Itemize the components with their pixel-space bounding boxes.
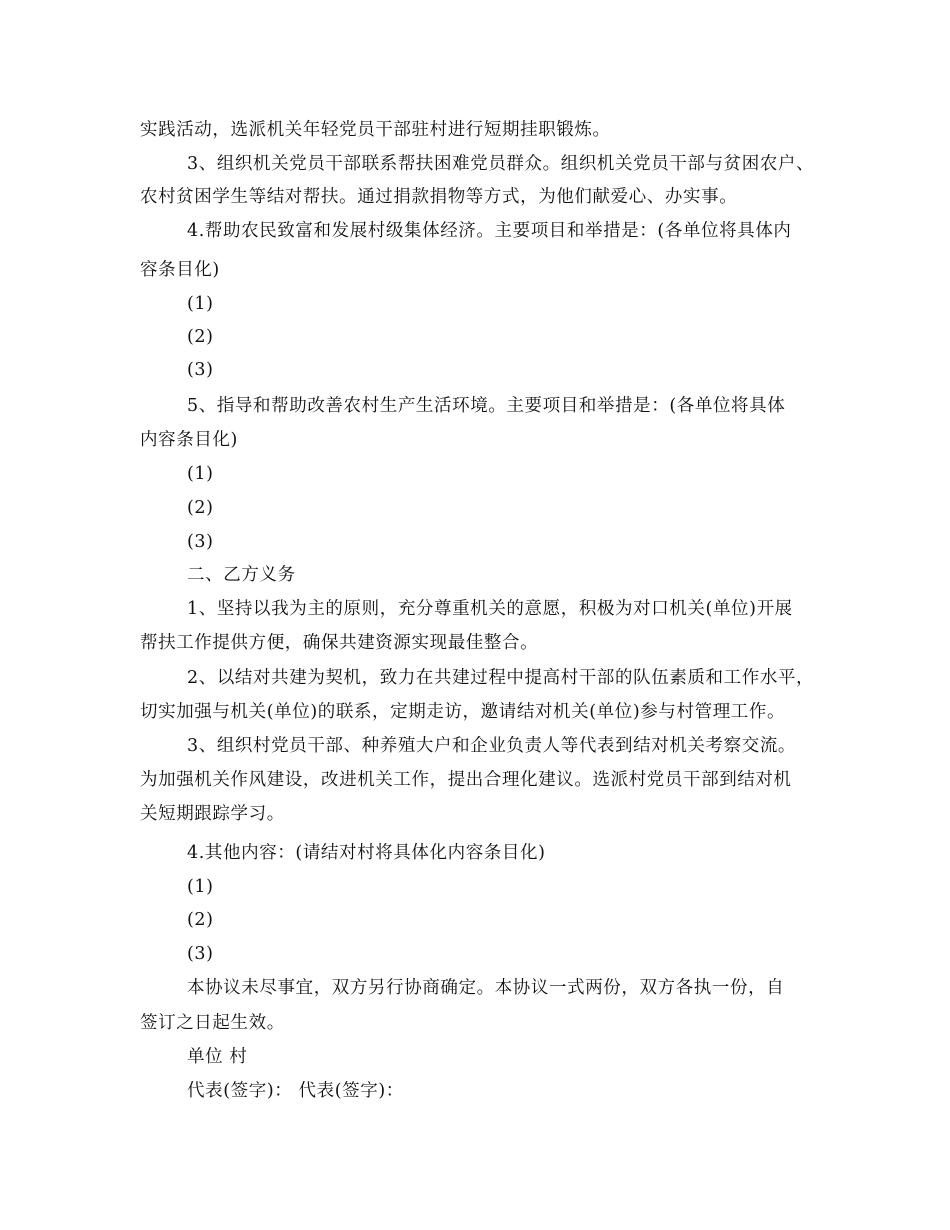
body-text-line: 帮扶工作提供方便，确保共建资源实现最佳整合。: [140, 633, 539, 653]
body-text-line: 签订之日起生效。: [140, 1013, 285, 1033]
list-item-marker: (3): [187, 532, 214, 552]
list-item-marker: (2): [187, 498, 214, 518]
body-text-line: 1、坚持以我为主的原则，充分尊重机关的意愿，积极为对口机关(单位)开展: [187, 599, 793, 619]
list-item-marker: (3): [187, 360, 214, 380]
signature-line: 代表(签字)： 代表(签字)：: [187, 1081, 404, 1101]
body-text-line: 3、组织村党员干部、种养殖大户和企业负责人等代表到结对机关考察交流。: [187, 736, 797, 756]
body-text-line: 实践活动，选派机关年轻党员干部驻村进行短期挂职锻炼。: [140, 120, 611, 140]
section-heading: 二、乙方义务: [187, 565, 296, 585]
list-item-marker: (1): [187, 294, 214, 314]
body-text-line: 5、指导和帮助改善农村生产生活环境。主要项目和举措是：(各单位将具体: [187, 396, 786, 416]
body-text-line: 4.其他内容：(请结对村将具体化内容条目化): [187, 843, 546, 863]
body-text-line: 内容条目化): [140, 430, 238, 450]
list-item-marker: (3): [187, 944, 214, 964]
body-text-line: 4.帮助农民致富和发展村级集体经济。主要项目和举措是：(各单位将具体内: [187, 221, 792, 241]
body-text-line: 2、以结对共建为契机，致力在共建过程中提高村干部的队伍素质和工作水平，: [187, 668, 815, 688]
body-text-line: 容条目化): [140, 260, 220, 280]
list-item-marker: (2): [187, 327, 214, 347]
body-text-line: 本协议未尽事宜，双方另行协商确定。本协议一式两份，双方各执一份，自: [187, 978, 785, 998]
body-text-line: 3、组织机关党员干部联系帮扶困难党员群众。组织机关党员干部与贫困农户、: [187, 154, 815, 174]
signature-parties-line: 单位 村: [187, 1047, 248, 1067]
body-text-line: 关短期跟踪学习。: [140, 804, 285, 824]
list-item-marker: (2): [187, 910, 214, 930]
list-item-marker: (1): [187, 464, 214, 484]
list-item-marker: (1): [187, 877, 214, 897]
body-text-line: 农村贫困学生等结对帮扶。通过捐款捐物等方式，为他们献爱心、办实事。: [140, 187, 738, 207]
body-text-line: 切实加强与机关(单位)的联系，定期走访，邀请结对机关(单位)参与村管理工作。: [140, 702, 786, 722]
body-text-line: 为加强机关作风建设，改进机关工作，提出合理化建议。选派村党员干部到结对机: [140, 770, 792, 790]
